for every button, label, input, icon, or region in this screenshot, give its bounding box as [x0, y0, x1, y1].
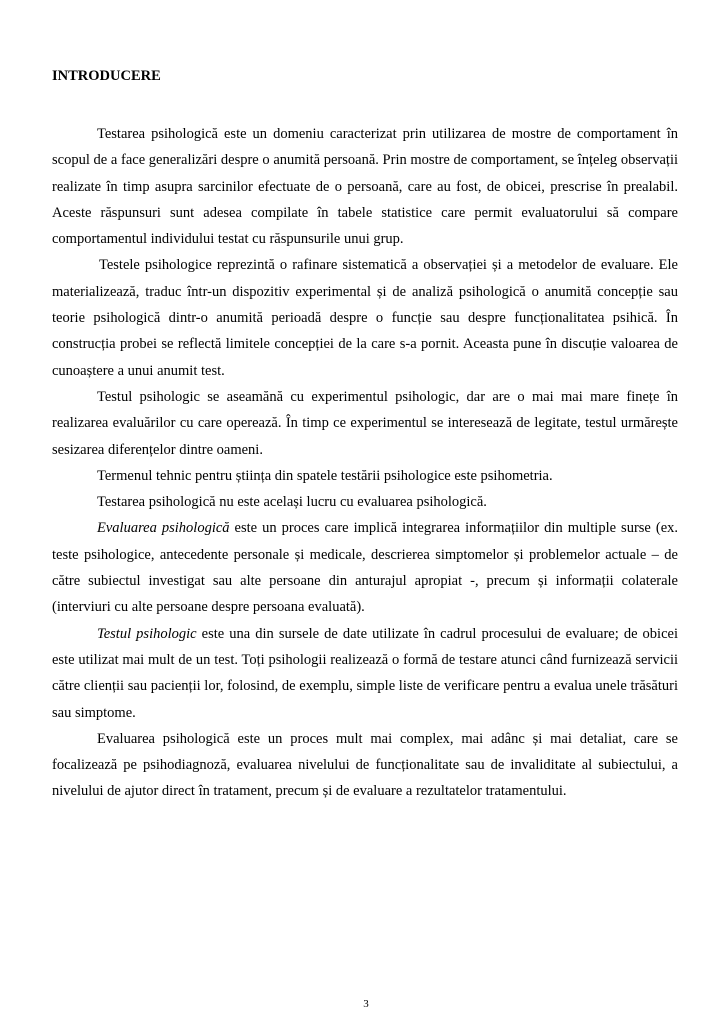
paragraph-testing-not-assessment: Testarea psihologică nu este același lucru cu evaluarea psihologică. [97, 494, 487, 511]
paragraph-assessment-complex: Evaluarea psihologică este un proces mult mai complex, mai adânc și mai detaliat, care se focalizează pe psihodiagnoză, evaluarea nivelului de funcționalitate sau de invaliditate al subiectului, a nivelului de ajutor direct în tratament, precum și de evaluare a rezultatelor tratamentului. [52, 730, 678, 800]
paragraph-psychometrics: Termenul tehnic pentru știința din spatele testării psihologice este psihometria. [97, 467, 553, 484]
term-testul-psihologic: Testul psihologic [97, 625, 197, 642]
paragraph-test-source-text: este una din sursele de date utilizate în cadrul procesului de evaluare; de obicei este utilizat mai mult de un test. Toți psihologii realizează o formă de testare atunci când furnizează servicii către clienții sau pacienții lor, folosind, de exemplu, simple liste de verificare pentru a evalua unele trăsături sau simptome. [52, 625, 678, 721]
page-number: 3 [363, 998, 369, 1010]
body-text [52, 121, 678, 805]
section-title: INTRODUCERE [52, 68, 161, 84]
paragraph-test-vs-experiment: Testul psihologic se aseamănă cu experimentul psihologic, dar are o mai mai mare finețe în realizarea evaluărilor cu care operează. În timp ce experimentul se interesează de legitate, testul urmărește sesizarea diferențelor dintre oameni. [52, 388, 678, 458]
term-evaluarea-psihologica: Evaluarea psihologică [97, 520, 230, 537]
paragraph-tests-refinement: Testele psihologice reprezintă o rafinare sistematică a observației și a metodelor de evaluare. Ele materializează, traduc într-un dispozitiv experimental și de analiză psihologică o anumită concepție sau teorie psihologică dintr-o anumită perioadă despre o funcție sau despre funcționalitatea psihică. În construcția probei se reflectă limitele concepției de la care s-a pornit. Aceasta pune în discuție valoarea de cunoaștere a unui anumit test. [52, 257, 678, 379]
paragraph-assessment-text: este un proces care implică integrarea informațiilor din multiple surse (ex. teste psihologice, antecedente personale și medicale, descrierea simptomelor și problemelor actuale – de către subiectul investigat sau alte persoane din anturajul apropiat -, precum și informații colaterale (interviuri cu alte persoane despre persoana evaluată). [52, 520, 679, 616]
paragraph-assessment-definition [52, 515, 678, 620]
paragraph-test-source [52, 621, 678, 726]
paragraph-testing-definition: Testarea psihologică este un domeniu caracterizat prin utilizarea de mostre de comportament în scopul de a face generalizări despre o anumită persoană. Prin mostre de comportament, se înțeleg observații realizate în timp asupra sarcinilor efectuate de o persoană, care au fost, de obicei, prescrise în prealabil. Aceste răspunsuri sunt adesea compilate în tabele statistice care permit evaluatorului să compare comportamentul individului testat cu răspunsurile unui grup. [52, 126, 678, 248]
